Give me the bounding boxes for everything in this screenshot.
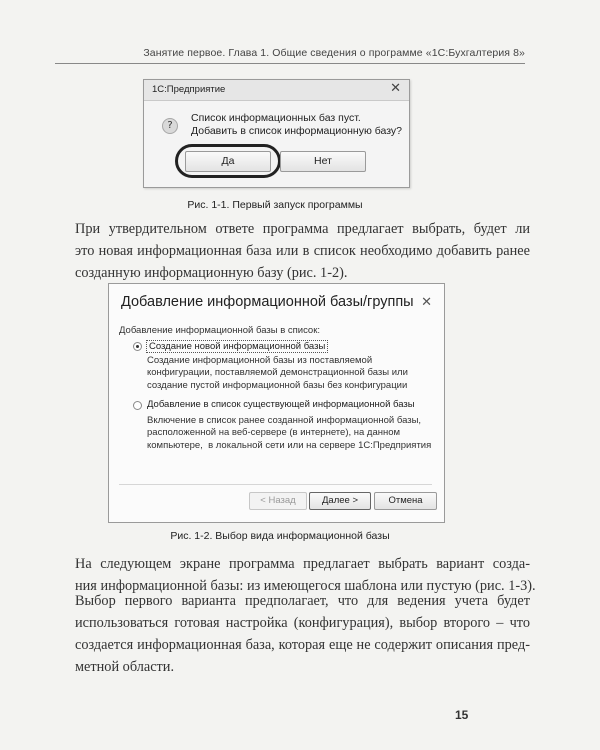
next-button[interactable]: Далее >	[309, 492, 371, 510]
add-infobase-dialog	[108, 283, 445, 523]
highlight-circle	[175, 144, 281, 178]
radio-create-new[interactable]	[133, 342, 142, 351]
option-create-new-label[interactable]: Создание новой информационной базы	[146, 340, 328, 353]
yes-button[interactable]: Да	[185, 151, 271, 172]
figure-caption-1: Рис. 1-1. Первый запуск программы	[187, 199, 363, 211]
page-number: 15	[455, 708, 469, 722]
paragraph-line: созданную информационную базу (рис. 1-2).	[75, 265, 348, 281]
dialog-titlebar	[144, 80, 409, 101]
paragraph-line: использоваться готовая настройка (конфигурация), выбор второго – что	[75, 615, 530, 631]
dialog-divider	[119, 484, 432, 485]
option-create-new-description: Создание информационной базы из поставляемой конфигурации, поставляемой демонстрационной базы или создание пустой информационной базы без конфигурации	[147, 355, 408, 391]
dialog-message-line2: Добавить в список информационную базу?	[191, 125, 403, 137]
paragraph-line: При утвердительном ответе программа предлагает выбрать, будет ли	[75, 221, 530, 237]
no-button[interactable]: Нет	[280, 151, 366, 172]
cancel-button[interactable]: Отмена	[374, 492, 437, 510]
paragraph-line: На следующем экране программа предлагает выбрать вариант созда-	[75, 556, 530, 572]
paragraph-line: создается информационная база, которая еще не содержит описания пред-	[75, 637, 530, 653]
dialog-message	[191, 112, 402, 138]
close-icon[interactable]: ✕	[390, 81, 401, 96]
dialog-title: Добавление информационной базы/группы	[121, 294, 414, 310]
paragraph-line: Выбор первого варианта предполагает, что для ведения учета будет	[75, 593, 530, 609]
first-launch-dialog	[143, 79, 410, 188]
paragraph-line: это новая информационная база или в список необходимо добавить ранее	[75, 243, 530, 259]
dialog-message-line1: Список информационных баз пуст.	[191, 112, 361, 124]
paragraph-3	[75, 590, 530, 678]
close-icon[interactable]: ✕	[421, 295, 432, 310]
option-add-existing-description: Включение в список ранее созданной информационной базы, расположенной на веб-сервере (в интернете), на данном компьютере, в локальной сети или на сервере 1С:Предприятия	[147, 415, 432, 451]
figure-caption-2: Рис. 1-2. Выбор вида информационной базы	[170, 530, 390, 542]
radio-add-existing[interactable]	[133, 401, 142, 410]
running-header: Занятие первое. Глава 1. Общие сведения о программе «1С:Бухгалтерия 8»	[143, 47, 525, 59]
option-add-existing-label[interactable]: Добавление в список существующей информационной базы	[147, 399, 415, 410]
dialog-title: 1С:Предприятие	[152, 84, 226, 95]
paragraph-line: метной области.	[75, 659, 175, 675]
back-button[interactable]: < Назад	[249, 492, 307, 510]
question-icon: ?	[162, 118, 178, 134]
header-rule	[55, 63, 525, 64]
dialog-subtitle: Добавление информационной базы в список:	[119, 325, 321, 336]
paragraph-1	[75, 218, 530, 284]
paragraph-line: ния информационной базы: из имеющегося шаблона или пустую (рис. 1-3).	[75, 578, 536, 594]
